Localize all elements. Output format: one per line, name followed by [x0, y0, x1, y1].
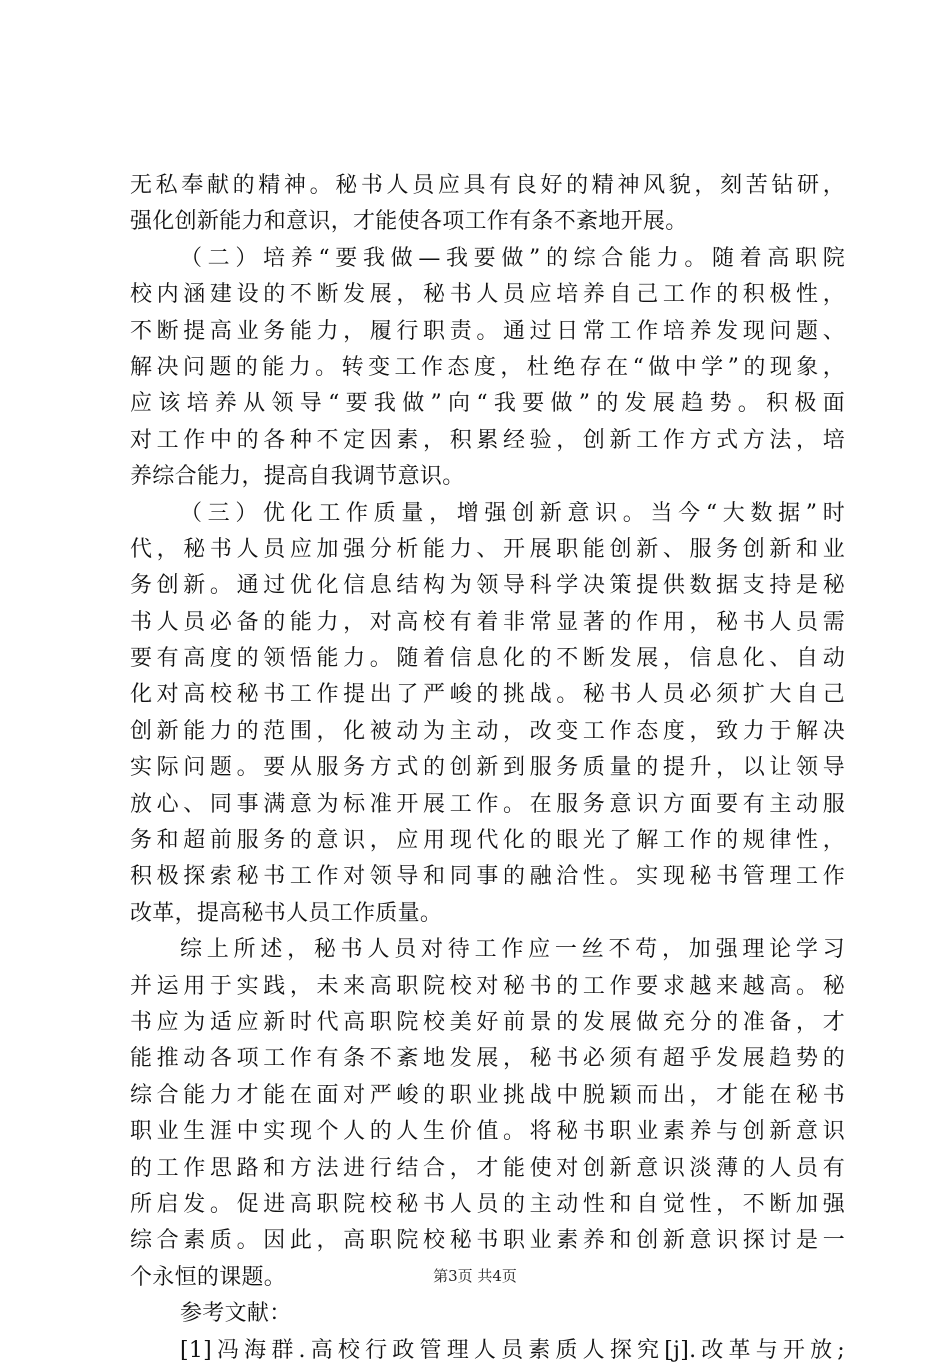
text-line: 不断提高业务能力，履行职责。通过日常工作培养发现问题、 — [130, 318, 845, 344]
text-line: 对工作中的各种不定因素，积累经验，创新工作方式方法，培 — [130, 427, 845, 453]
text-line: 要有高度的领悟能力。随着信息化的不断发展，信息化、自动 — [130, 646, 845, 672]
text-line: 书人员必备的能力，对高校有着非常显著的作用，秘书人员需 — [130, 609, 845, 635]
page-footer — [0, 1266, 950, 1286]
text-line: 解决问题的能力。转变工作态度，杜绝存在“做中学”的现象， — [130, 354, 845, 380]
text-line: 务创新。通过优化信息结构为领导科学决策提供数据支持是秘 — [130, 573, 845, 599]
text-line: 放心、同事满意为标准开展工作。在服务意识方面要有主动服 — [130, 791, 845, 817]
text-line: 能推动各项工作有条不紊地发展，秘书必须有超乎发展趋势的 — [130, 1046, 845, 1072]
text-line: （二）培养“要我做—我要做”的综合能力。随着高职院 — [180, 245, 845, 271]
text-line: 养综合能力，提高自我调节意识。 — [130, 464, 465, 490]
text-line: 实际问题。要从服务方式的创新到服务质量的提升，以让领导 — [130, 755, 845, 781]
text-line: 创新能力的范围，化被动为主动，改变工作态度，致力于解决 — [130, 718, 845, 744]
text-line: （三）优化工作质量，增强创新意识。当今“大数据”时 — [180, 500, 845, 526]
text-line: 综合素质。因此，高职院校秘书职业素养和创新意识探讨是一 — [130, 1228, 845, 1254]
text-line: 积极探索秘书工作对领导和同事的融洽性。实现秘书管理工作 — [130, 864, 845, 890]
text-line: 所启发。促进高职院校秘书人员的主动性和自觉性，不断加强 — [130, 1191, 845, 1217]
text-line: 综上所述，秘书人员对待工作应一丝不苟，加强理论学习 — [180, 937, 845, 963]
text-line: 改革，提高秘书人员工作质量。 — [130, 900, 443, 926]
text-line: 无私奉献的精神。秘书人员应具有良好的精神风貌，刻苦钻研， — [130, 173, 845, 198]
text-line: 强化创新能力和意识，才能使各项工作有条不紊地开展。 — [130, 209, 688, 235]
text-line: 校内涵建设的不断发展，秘书人员应培养自己工作的积极性， — [130, 282, 845, 308]
text-line: 书应为适应新时代高职院校美好前景的发展做充分的准备，才 — [130, 1009, 845, 1035]
text-line: 化对高校秘书工作提出了严峻的挑战。秘书人员必须扩大自己 — [130, 682, 845, 708]
text-line: 个永恒的课题。 — [130, 1264, 287, 1290]
page-number-label: 第3页 共4页 — [433, 1267, 517, 1285]
text-line: 务和超前服务的意识，应用现代化的眼光了解工作的规律性， — [130, 828, 845, 854]
text-line: [1]冯海群.高校行政管理人员素质人探究[j].改革与开放; — [180, 1337, 845, 1363]
text-line: 应该培养从领导“要我做”向“我要做”的发展趋势。积极面 — [130, 391, 845, 417]
text-line: 职业生涯中实现个人的人生价值。将秘书职业素养与创新意识 — [130, 1119, 845, 1145]
text-line: 的工作思路和方法进行结合，才能使对创新意识淡薄的人员有 — [130, 1155, 845, 1181]
text-line: 并运用于实践，未来高职院校对秘书的工作要求越来越高。秘 — [130, 973, 845, 999]
text-line: 代，秘书人员应加强分析能力、开展职能创新、服务创新和业 — [130, 536, 845, 562]
text-line: 综合能力才能在面对严峻的职业挑战中脱颖而出，才能在秘书 — [130, 1082, 845, 1108]
document-body — [130, 168, 845, 1369]
text-line: 参考文献： — [180, 1301, 292, 1327]
